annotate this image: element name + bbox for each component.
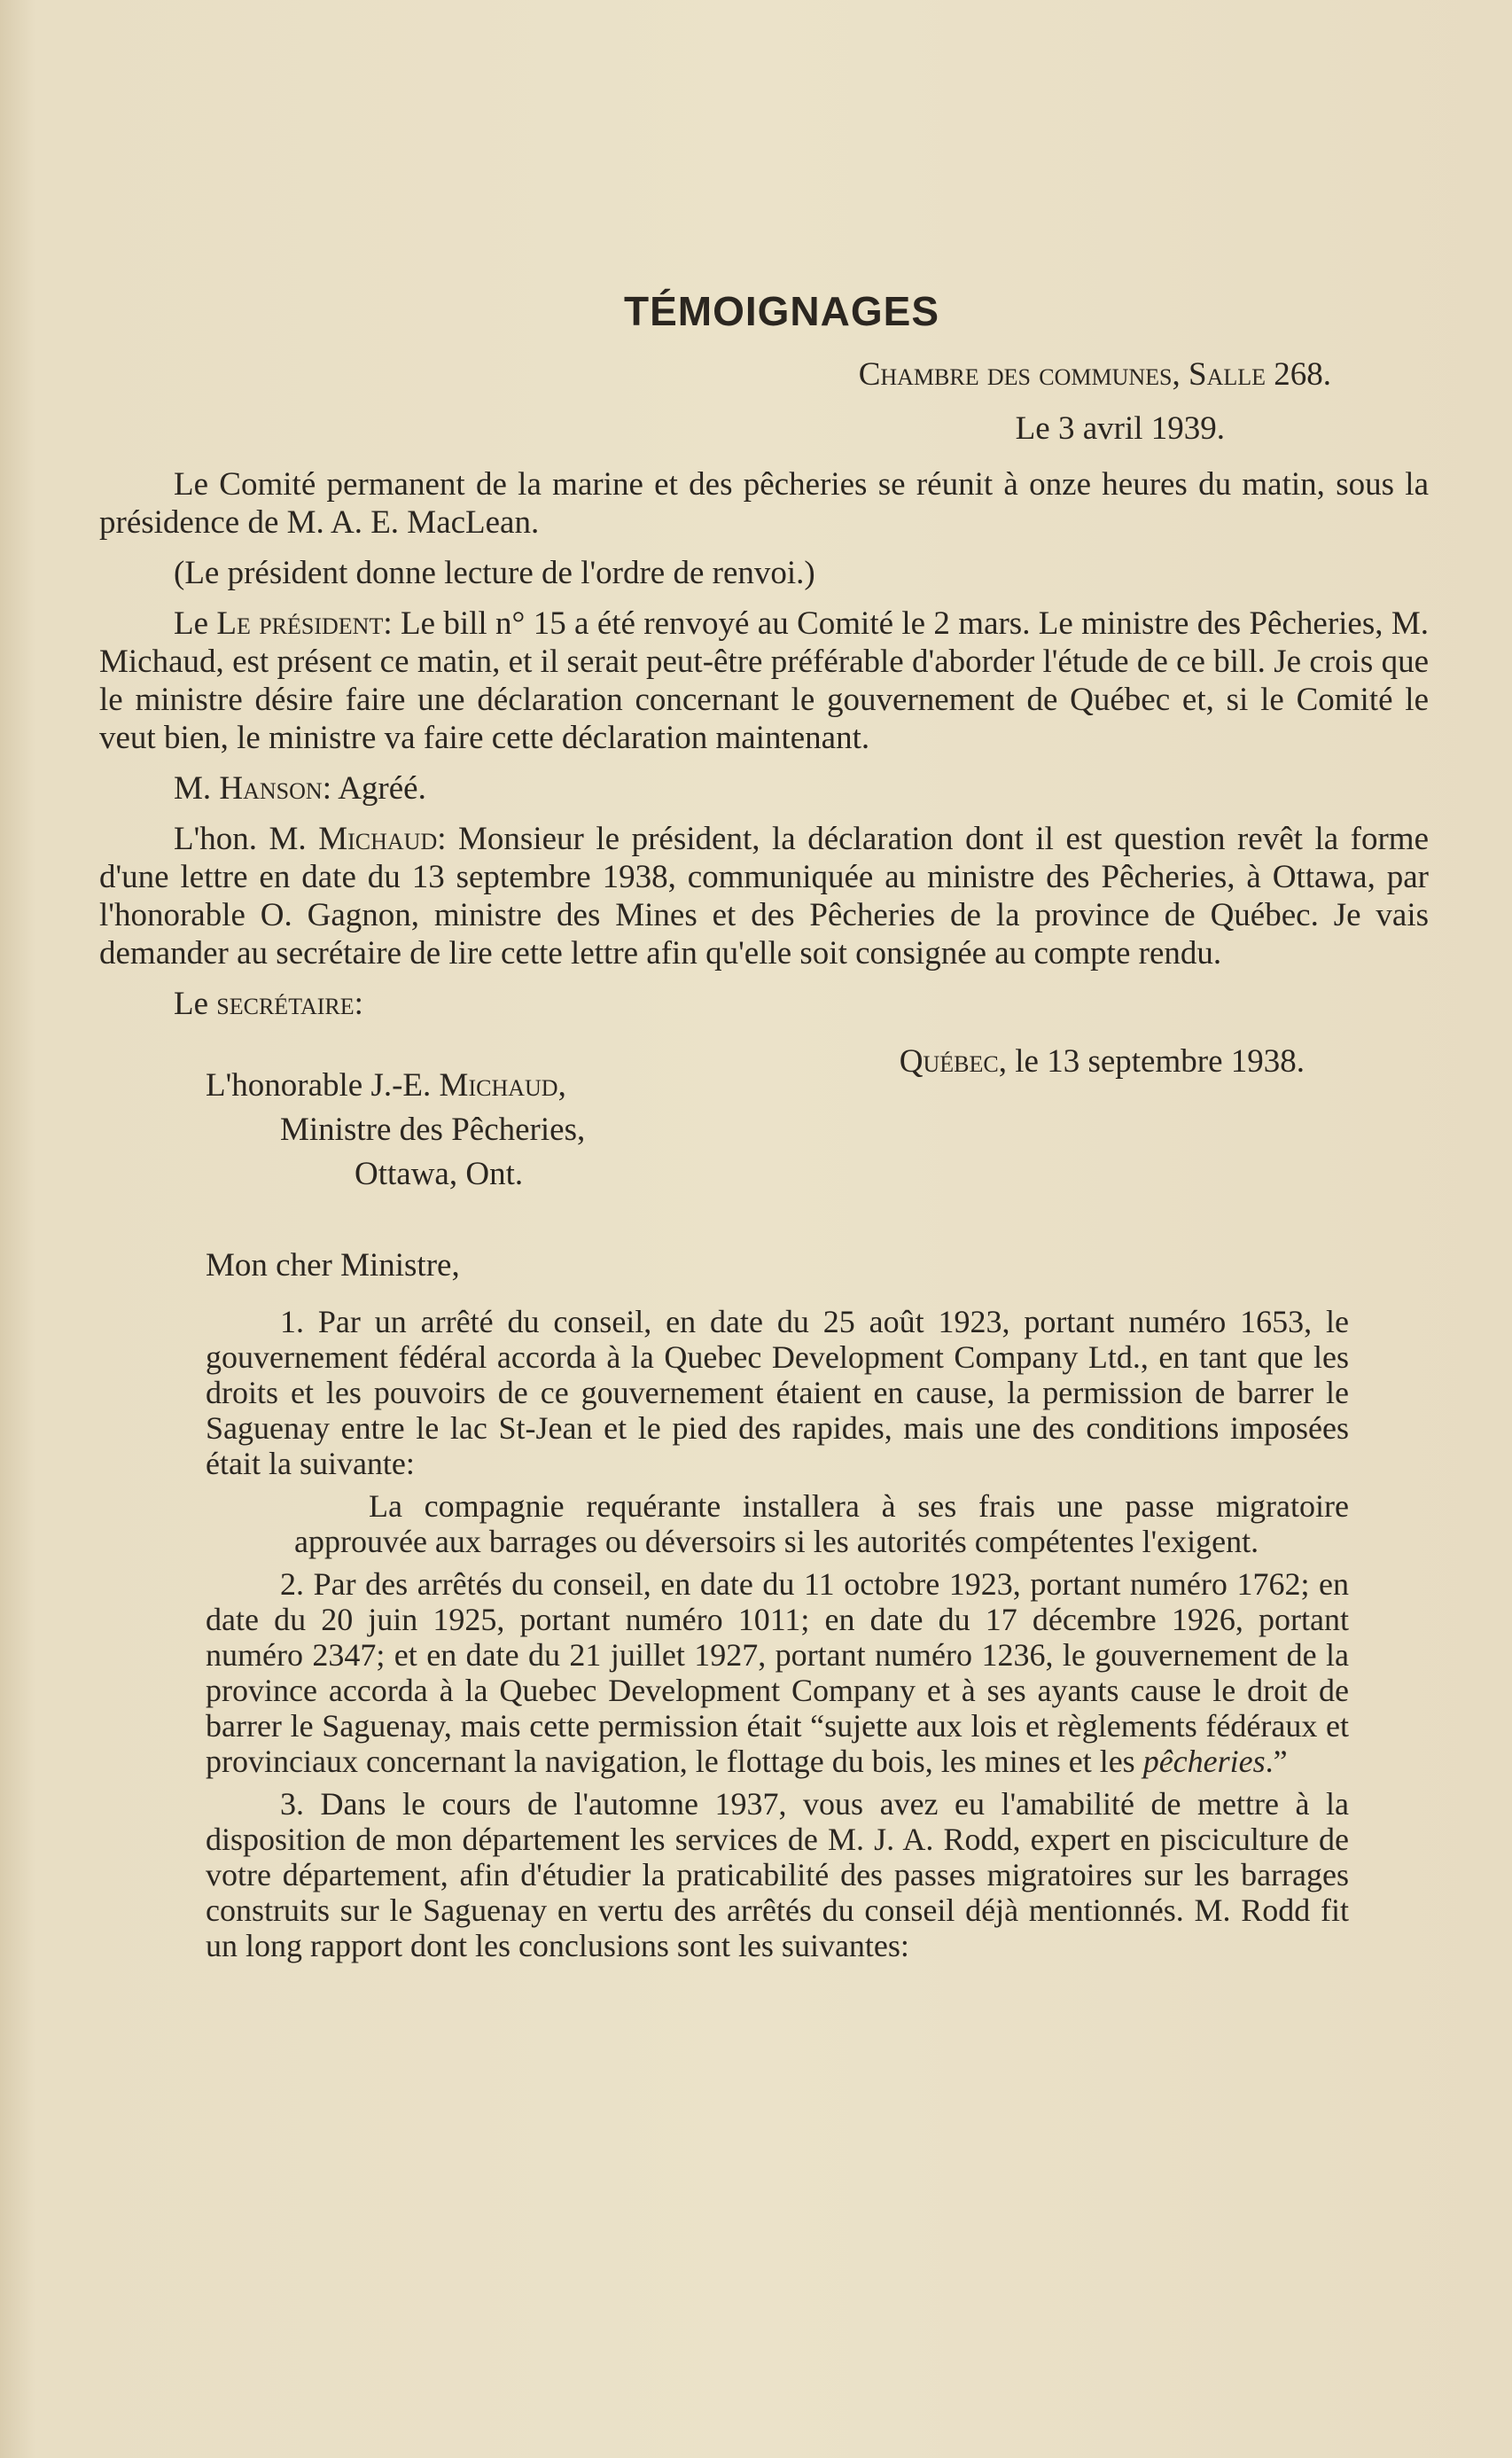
president-statement: : Le bill n° 15 a été renvoyé au Comité le 2 mars. Le ministre des Pêcheries, M. Michaud, est présent ce matin, et il serait peut-être préférable d'aborder l'étude de ce bill. Je crois que le ministre désire faire une déclaration concernant le gouvernement de Québec et, si le Comité le veut bien, le ministre va faire cette déclaration maintenant. bbox=[99, 605, 1429, 756]
hanson-prefix: M. bbox=[174, 770, 220, 807]
address-line-2: Ministre des Pêcheries, bbox=[280, 1112, 586, 1148]
speaker-hanson: Hanson bbox=[219, 770, 323, 807]
letter-quote bbox=[206, 1488, 1349, 1559]
address-line-1 bbox=[206, 1064, 585, 1108]
addr-name: Michaud bbox=[439, 1067, 558, 1104]
date-line: Le 3 avril 1939. bbox=[1015, 410, 1225, 447]
secretary-prefix: Le bbox=[174, 986, 217, 1022]
paragraph-michaud bbox=[99, 820, 1429, 972]
addr-prefix: L'honorable J.-E. bbox=[206, 1067, 440, 1104]
paragraph-opening: Le Comité permanent de la marine et des pêcheries se réunit à onze heures du matin, sous la présidence de M. A. E. MacLean. bbox=[99, 466, 1429, 541]
letter-place: Québec bbox=[899, 1043, 999, 1080]
para2-emphasis: pêcheries bbox=[1142, 1744, 1266, 1779]
letter-salutation: Mon cher Ministre, bbox=[206, 1247, 460, 1284]
letter-paragraph-2 bbox=[206, 1566, 1349, 1779]
letter-paragraph-1: 1. Par un arrêté du conseil, en date du 25 août 1923, portant numéro 1653, le gouvernement fédéral accorda à la Quebec Development Company Ltd., en tant que les droits et les pouvoirs de ce gouvernement étaient en cause, la permission de barrer le Saguenay entre le lac St-Jean et le pied des rapides, mais une des conditions imposées était la suivante: bbox=[206, 1304, 1349, 1481]
quote-text: La compagnie requérante installera à ses frais une passe migratoire approuvée aux barrages ou déversoirs si les autorités compétentes l'exigent. bbox=[294, 1488, 1349, 1559]
addr-suffix: , bbox=[557, 1067, 566, 1104]
speaker-michaud: Michaud bbox=[318, 821, 438, 857]
letter-paragraph-3: 3. Dans le cours de l'automne 1937, vous avez eu l'amabilité de mettre à la disposition de mon département les services de M. J. A. Rodd, expert en pisciculture de votre département, afin d'étudier la praticabilité des passes migratoires sur les barrages construits sur le Saguenay en vertu des arrêtés du conseil déjà mentionnés. M. Rodd fit un long rapport dont les conclusions sont les suivantes: bbox=[206, 1786, 1349, 1963]
para2-end: .” bbox=[1265, 1744, 1288, 1779]
paragraph-order: (Le président donne lecture de l'ordre de renvoi.) bbox=[174, 555, 815, 591]
document-content bbox=[99, 288, 1430, 1970]
paragraph-secretary bbox=[99, 985, 1429, 1023]
secretary-colon: : bbox=[354, 986, 363, 1022]
speaker-president: Le président bbox=[216, 605, 384, 642]
location-line: Chambre des communes, Salle 268. bbox=[858, 356, 1331, 393]
letter-body bbox=[99, 1304, 1429, 1963]
michaud-prefix: L'hon. M. bbox=[174, 821, 319, 857]
letter-date bbox=[900, 1042, 1429, 1197]
page-title: TÉMOIGNAGES bbox=[623, 288, 940, 334]
address-line-3: Ottawa, Ont. bbox=[355, 1156, 524, 1192]
letter-address bbox=[99, 1042, 585, 1197]
letter-date-text: , le 13 septembre 1938. bbox=[998, 1043, 1305, 1080]
para2-main: 2. Par des arrêtés du conseil, en date du 11 octobre 1923, portant numéro 1762; en date du 20 juin 1925, portant numéro 1011; en date du 17 décembre 1926, portant numéro 2347; et en date du 21 juillet 1927, portant numéro 1236, le gouvernement de la province accorda à la Quebec Development Company et à ses ayants cause le droit de barrer le Saguenay, mais cette permission était “sujette aux lois et règlements fédéraux et provinciaux concernant la navigation, le flottage du bois, les mines et les bbox=[206, 1566, 1349, 1779]
michaud-statement: : Monsieur le président, la déclaration dont il est question revêt la forme d'une lettre en date du 13 septembre 1938, communiquée au ministre des Pêcheries, à Ottawa, par l'honorable O. Gagnon, ministre des Mines et des Pêcheries de la province de Québec. Je vais demander au secrétaire de lire cette lettre afin qu'elle soit consignée au compte rendu. bbox=[99, 821, 1430, 971]
paragraph-hanson bbox=[99, 769, 1429, 808]
speaker-secretary: secrétaire bbox=[216, 986, 355, 1022]
paragraph-president: Le Le président: Le bill n° 15 a été renvoyé au Comité le 2 mars. Le ministre des Pêcheries, M. Michaud, est présent ce matin, et il serait peut-être préférable d'aborder l'étude de ce bill. Je crois que le ministre désire faire une déclaration concernant le gouvernement de Québec et, si le Comité le veut bien, le ministre va faire cette déclaration maintenant. bbox=[99, 605, 1429, 756]
hanson-statement: : Agréé. bbox=[322, 770, 426, 807]
letter-header bbox=[99, 1042, 1429, 1197]
